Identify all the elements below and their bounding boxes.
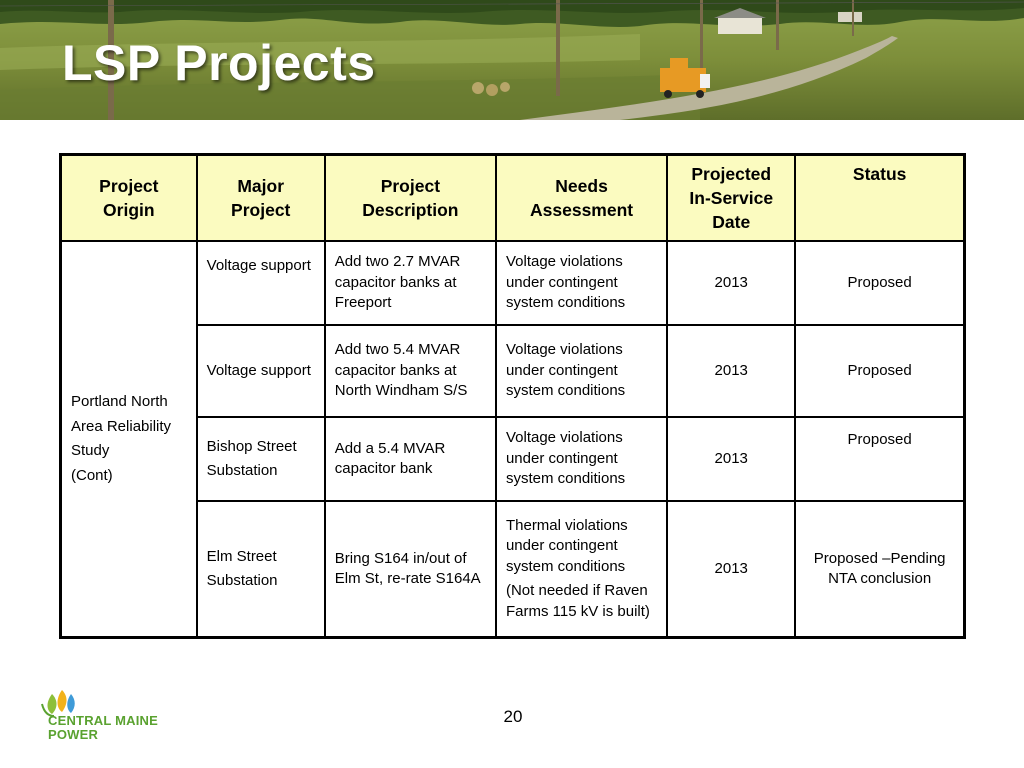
date-cell: 2013 <box>667 417 795 501</box>
assessment-cell: Voltage violations under contingent system conditions <box>496 325 667 417</box>
header-major-project: Major Project <box>197 155 325 242</box>
header-needs-assessment: Needs Assessment <box>496 155 667 242</box>
slide-title: LSP Projects <box>62 35 376 91</box>
major-project-cell: Voltage support <box>197 241 325 325</box>
table-row <box>61 417 965 501</box>
status-cell: Proposed –Pending NTA conclusion <box>795 501 964 638</box>
status-cell: Proposed <box>795 325 964 417</box>
header-project-origin: Project Origin <box>61 155 197 242</box>
date-cell: 2013 <box>667 501 795 638</box>
project-origin-cell: Portland North Area Reliability Study (Cont) <box>61 241 197 638</box>
major-project-cell: Elm Street Substation <box>197 501 325 638</box>
table-row <box>61 325 965 417</box>
header-in-service-date: Projected In-Service Date <box>667 155 795 242</box>
lsp-projects-table <box>59 153 966 639</box>
description-cell: Bring S164 in/out of Elm St, re-rate S164A <box>325 501 496 638</box>
assessment-cell: Voltage violations under contingent system conditions <box>496 241 667 325</box>
table-row <box>61 501 965 638</box>
status-cell: Proposed <box>795 241 964 325</box>
table-header-row <box>61 155 965 242</box>
date-cell: 2013 <box>667 325 795 417</box>
page-number: 20 <box>503 707 523 726</box>
header-status: Status <box>795 155 964 242</box>
description-cell: Add a 5.4 MVAR capacitor bank <box>325 417 496 501</box>
status-cell: Proposed <box>795 417 964 501</box>
description-cell: Add two 5.4 MVAR capacitor banks at North Windham S/S <box>325 325 496 417</box>
description-cell: Add two 2.7 MVAR capacitor banks at Freeport <box>325 241 496 325</box>
major-project-cell: Bishop Street Substation <box>197 417 325 501</box>
header-project-description: Project Description <box>325 155 496 242</box>
logo-text: CENTRAL MAINE POWER <box>48 713 158 742</box>
assessment-cell: Voltage violations under contingent system conditions <box>496 417 667 501</box>
date-cell: 2013 <box>667 241 795 325</box>
table-row <box>61 241 965 325</box>
assessment-cell: Thermal violations under contingent system conditions (Not needed if Raven Farms 115 kV is built) <box>496 501 667 638</box>
header-banner <box>0 0 1024 120</box>
major-project-cell: Voltage support <box>197 325 325 417</box>
